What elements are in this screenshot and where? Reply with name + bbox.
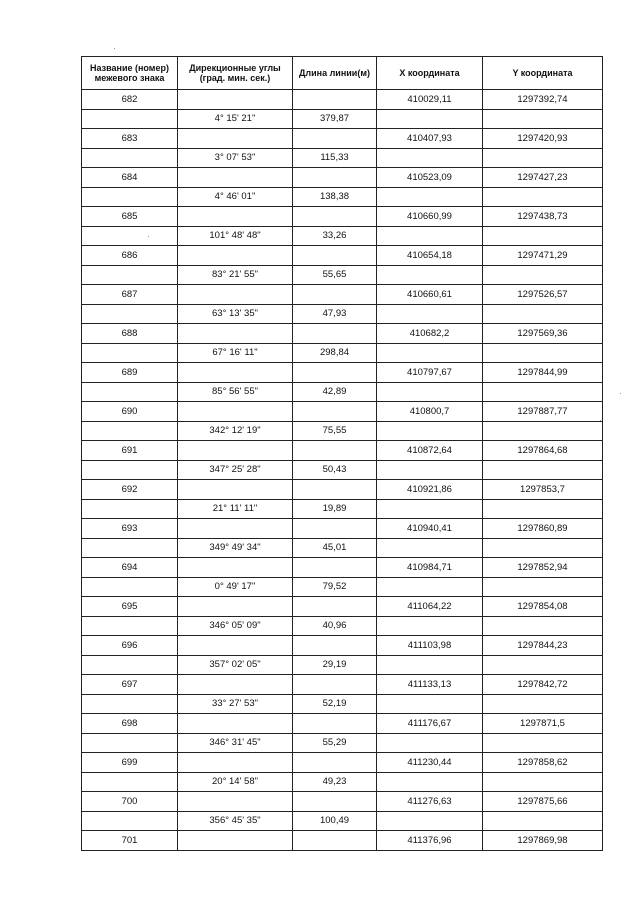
cell-x-coordinate: 410797,67	[377, 363, 483, 383]
table-header-row	[82, 57, 603, 90]
cell-x-coordinate	[377, 226, 483, 246]
scan-speck	[114, 48, 115, 49]
cell-direction-angle	[178, 519, 293, 539]
cell-mark-name	[82, 733, 178, 753]
cell-x-coordinate	[377, 733, 483, 753]
table-row	[82, 226, 603, 246]
cell-direction-angle: 63° 13' 35"	[178, 304, 293, 324]
cell-line-length	[293, 129, 377, 149]
cell-x-coordinate	[377, 460, 483, 480]
cell-direction-angle	[178, 246, 293, 266]
cell-y-coordinate: 1297526,57	[483, 285, 603, 305]
table-row	[82, 733, 603, 753]
cell-mark-name: 683	[82, 129, 178, 149]
cell-x-coordinate	[377, 772, 483, 792]
cell-line-length: 298,84	[293, 343, 377, 363]
cell-mark-name	[82, 304, 178, 324]
cell-mark-name	[82, 577, 178, 597]
cell-line-length: 55,29	[293, 733, 377, 753]
cell-line-length	[293, 831, 377, 851]
header-direction-angle: Дирекционные углы (град. мин. сек.)	[178, 57, 293, 90]
cell-y-coordinate: 1297852,94	[483, 558, 603, 578]
cell-x-coordinate: 411376,96	[377, 831, 483, 851]
cell-line-length	[293, 675, 377, 695]
cell-x-coordinate: 410029,11	[377, 90, 483, 110]
table-row	[82, 421, 603, 441]
cell-line-length	[293, 636, 377, 656]
cell-direction-angle	[178, 831, 293, 851]
cell-x-coordinate	[377, 343, 483, 363]
cell-mark-name: 690	[82, 402, 178, 422]
header-x-coordinate: X координата	[377, 57, 483, 90]
table-row	[82, 207, 603, 227]
cell-y-coordinate: 1297887,77	[483, 402, 603, 422]
cell-mark-name	[82, 148, 178, 168]
table-row	[82, 675, 603, 695]
cell-direction-angle	[178, 597, 293, 617]
table-row	[82, 577, 603, 597]
cell-direction-angle	[178, 558, 293, 578]
table-row	[82, 480, 603, 500]
cell-mark-name	[82, 421, 178, 441]
cell-x-coordinate	[377, 811, 483, 831]
cell-mark-name: 692	[82, 480, 178, 500]
cell-x-coordinate: 411103,98	[377, 636, 483, 656]
table-row	[82, 831, 603, 851]
cell-y-coordinate: 1297858,62	[483, 753, 603, 773]
table-row	[82, 246, 603, 266]
cell-x-coordinate: 411176,67	[377, 714, 483, 734]
cell-y-coordinate: 1297844,23	[483, 636, 603, 656]
cell-x-coordinate	[377, 148, 483, 168]
scan-speck	[620, 393, 621, 394]
table-row	[82, 519, 603, 539]
cell-direction-angle	[178, 285, 293, 305]
cell-mark-name: 699	[82, 753, 178, 773]
cell-line-length	[293, 792, 377, 812]
cell-line-length: 50,43	[293, 460, 377, 480]
cell-mark-name	[82, 265, 178, 285]
cell-y-coordinate	[483, 577, 603, 597]
cell-mark-name	[82, 772, 178, 792]
cell-mark-name: 700	[82, 792, 178, 812]
cell-y-coordinate	[483, 421, 603, 441]
table-row	[82, 772, 603, 792]
cell-line-length: 29,19	[293, 655, 377, 675]
table-row	[82, 109, 603, 129]
cell-direction-angle	[178, 714, 293, 734]
cell-y-coordinate	[483, 733, 603, 753]
cell-mark-name	[82, 694, 178, 714]
cell-line-length	[293, 324, 377, 344]
cell-x-coordinate	[377, 187, 483, 207]
cell-mark-name: 695	[82, 597, 178, 617]
cell-y-coordinate: 1297844,99	[483, 363, 603, 383]
cell-y-coordinate	[483, 265, 603, 285]
cell-mark-name	[82, 538, 178, 558]
cell-line-length: 138,38	[293, 187, 377, 207]
cell-y-coordinate: 1297392,74	[483, 90, 603, 110]
cell-line-length	[293, 441, 377, 461]
table-row	[82, 597, 603, 617]
table-row	[82, 499, 603, 519]
cell-y-coordinate	[483, 109, 603, 129]
table-row	[82, 792, 603, 812]
boundary-marks-table	[81, 56, 603, 851]
table-row	[82, 558, 603, 578]
cell-mark-name: 693	[82, 519, 178, 539]
cell-y-coordinate	[483, 772, 603, 792]
cell-line-length: 100,49	[293, 811, 377, 831]
cell-x-coordinate: 410984,71	[377, 558, 483, 578]
cell-x-coordinate: 410940,41	[377, 519, 483, 539]
header-mark-name: Название (номер) межевого знака	[82, 57, 178, 90]
cell-mark-name: 688	[82, 324, 178, 344]
cell-direction-angle	[178, 90, 293, 110]
cell-y-coordinate: 1297871,5	[483, 714, 603, 734]
cell-x-coordinate: 410682,2	[377, 324, 483, 344]
table-row	[82, 441, 603, 461]
cell-direction-angle	[178, 324, 293, 344]
cell-line-length	[293, 90, 377, 110]
cell-direction-angle	[178, 129, 293, 149]
cell-mark-name	[82, 343, 178, 363]
cell-mark-name	[82, 811, 178, 831]
cell-line-length: 47,93	[293, 304, 377, 324]
table-row	[82, 148, 603, 168]
cell-line-length: 45,01	[293, 538, 377, 558]
cell-direction-angle	[178, 675, 293, 695]
cell-x-coordinate	[377, 694, 483, 714]
table-row	[82, 343, 603, 363]
table-row	[82, 714, 603, 734]
cell-line-length: 75,55	[293, 421, 377, 441]
header-line-length: Длина линии(м)	[293, 57, 377, 90]
cell-line-length	[293, 363, 377, 383]
cell-direction-angle	[178, 480, 293, 500]
cell-direction-angle	[178, 207, 293, 227]
cell-mark-name	[82, 382, 178, 402]
cell-direction-angle	[178, 441, 293, 461]
cell-direction-angle: 347° 25' 28"	[178, 460, 293, 480]
cell-x-coordinate	[377, 304, 483, 324]
cell-mark-name	[82, 226, 178, 246]
cell-y-coordinate	[483, 655, 603, 675]
cell-direction-angle: 3° 07' 53"	[178, 148, 293, 168]
cell-y-coordinate	[483, 460, 603, 480]
cell-x-coordinate	[377, 499, 483, 519]
cell-direction-angle: 342° 12' 19"	[178, 421, 293, 441]
cell-direction-angle	[178, 168, 293, 188]
cell-line-length	[293, 285, 377, 305]
cell-x-coordinate	[377, 265, 483, 285]
cell-mark-name	[82, 460, 178, 480]
table-row	[82, 168, 603, 188]
cell-x-coordinate: 410660,61	[377, 285, 483, 305]
cell-mark-name: 701	[82, 831, 178, 851]
cell-mark-name	[82, 109, 178, 129]
cell-line-length	[293, 480, 377, 500]
cell-line-length: 52,19	[293, 694, 377, 714]
cell-mark-name: 689	[82, 363, 178, 383]
table-row	[82, 753, 603, 773]
table-row	[82, 655, 603, 675]
table-row	[82, 616, 603, 636]
cell-x-coordinate	[377, 538, 483, 558]
cell-direction-angle: 356° 45' 35"	[178, 811, 293, 831]
cell-direction-angle	[178, 636, 293, 656]
cell-y-coordinate: 1297842,72	[483, 675, 603, 695]
cell-x-coordinate: 410872,64	[377, 441, 483, 461]
cell-line-length: 40,96	[293, 616, 377, 636]
cell-direction-angle: 67° 16' 11"	[178, 343, 293, 363]
cell-direction-angle: 4° 15' 21"	[178, 109, 293, 129]
cell-y-coordinate	[483, 694, 603, 714]
cell-line-length	[293, 519, 377, 539]
cell-direction-angle: 33° 27' 53"	[178, 694, 293, 714]
cell-direction-angle: 349° 49' 34"	[178, 538, 293, 558]
cell-line-length: 79,52	[293, 577, 377, 597]
table-row	[82, 636, 603, 656]
cell-line-length: 49,23	[293, 772, 377, 792]
cell-y-coordinate: 1297438,73	[483, 207, 603, 227]
cell-line-length	[293, 714, 377, 734]
cell-y-coordinate: 1297569,36	[483, 324, 603, 344]
cell-mark-name	[82, 655, 178, 675]
cell-line-length: 19,89	[293, 499, 377, 519]
cell-direction-angle: 0° 49' 17"	[178, 577, 293, 597]
table-row	[82, 129, 603, 149]
cell-x-coordinate	[377, 109, 483, 129]
cell-x-coordinate	[377, 577, 483, 597]
cell-direction-angle: 101° 48' 48"	[178, 226, 293, 246]
cell-y-coordinate: 1297471,29	[483, 246, 603, 266]
cell-line-length	[293, 402, 377, 422]
cell-mark-name: 685	[82, 207, 178, 227]
cell-direction-angle	[178, 402, 293, 422]
table-row	[82, 285, 603, 305]
cell-line-length: 42,89	[293, 382, 377, 402]
cell-x-coordinate: 411133,13	[377, 675, 483, 695]
cell-mark-name: 691	[82, 441, 178, 461]
table-row	[82, 90, 603, 110]
cell-y-coordinate	[483, 226, 603, 246]
cell-y-coordinate	[483, 343, 603, 363]
cell-x-coordinate	[377, 655, 483, 675]
cell-mark-name: 682	[82, 90, 178, 110]
cell-mark-name: 698	[82, 714, 178, 734]
cell-y-coordinate	[483, 499, 603, 519]
cell-y-coordinate: 1297853,7	[483, 480, 603, 500]
cell-x-coordinate: 410800,7	[377, 402, 483, 422]
cell-y-coordinate	[483, 304, 603, 324]
cell-y-coordinate: 1297420,93	[483, 129, 603, 149]
cell-mark-name	[82, 499, 178, 519]
cell-mark-name: 696	[82, 636, 178, 656]
table-row	[82, 187, 603, 207]
cell-x-coordinate: 410921,86	[377, 480, 483, 500]
cell-line-length: 379,87	[293, 109, 377, 129]
cell-line-length	[293, 168, 377, 188]
cell-line-length: 33,26	[293, 226, 377, 246]
cell-mark-name: 694	[82, 558, 178, 578]
cell-x-coordinate: 411064,22	[377, 597, 483, 617]
table-row	[82, 460, 603, 480]
cell-y-coordinate	[483, 811, 603, 831]
cell-direction-angle: 21° 11' 11"	[178, 499, 293, 519]
cell-line-length	[293, 597, 377, 617]
cell-mark-name: 687	[82, 285, 178, 305]
cell-direction-angle: 83° 21' 55"	[178, 265, 293, 285]
cell-x-coordinate: 410660,99	[377, 207, 483, 227]
cell-line-length	[293, 207, 377, 227]
cell-y-coordinate: 1297854,08	[483, 597, 603, 617]
table-row	[82, 382, 603, 402]
table-row	[82, 402, 603, 422]
cell-line-length: 55,65	[293, 265, 377, 285]
cell-y-coordinate	[483, 187, 603, 207]
cell-mark-name: 686	[82, 246, 178, 266]
table-row	[82, 324, 603, 344]
cell-x-coordinate: 410654,18	[377, 246, 483, 266]
cell-direction-angle: 357° 02' 05"	[178, 655, 293, 675]
cell-direction-angle: 4° 46' 01"	[178, 187, 293, 207]
table-row	[82, 363, 603, 383]
cell-x-coordinate	[377, 616, 483, 636]
cell-direction-angle	[178, 792, 293, 812]
header-y-coordinate: Y координата	[483, 57, 603, 90]
table-row	[82, 694, 603, 714]
cell-direction-angle	[178, 753, 293, 773]
cell-direction-angle	[178, 363, 293, 383]
cell-x-coordinate: 411230,44	[377, 753, 483, 773]
cell-direction-angle: 20° 14' 58"	[178, 772, 293, 792]
cell-y-coordinate	[483, 382, 603, 402]
cell-y-coordinate	[483, 616, 603, 636]
cell-y-coordinate: 1297427,23	[483, 168, 603, 188]
cell-mark-name: 684	[82, 168, 178, 188]
cell-direction-angle: 346° 31' 45"	[178, 733, 293, 753]
table-row	[82, 538, 603, 558]
cell-x-coordinate: 410407,93	[377, 129, 483, 149]
cell-direction-angle: 346° 05' 09"	[178, 616, 293, 636]
cell-y-coordinate: 1297875,66	[483, 792, 603, 812]
cell-y-coordinate	[483, 148, 603, 168]
cell-y-coordinate: 1297864,68	[483, 441, 603, 461]
cell-line-length	[293, 753, 377, 773]
cell-line-length: 115,33	[293, 148, 377, 168]
cell-y-coordinate	[483, 538, 603, 558]
cell-line-length	[293, 246, 377, 266]
cell-mark-name	[82, 187, 178, 207]
cell-x-coordinate: 411276,63	[377, 792, 483, 812]
cell-x-coordinate	[377, 382, 483, 402]
cell-direction-angle: 85° 56' 55"	[178, 382, 293, 402]
table-row	[82, 265, 603, 285]
cell-mark-name: 697	[82, 675, 178, 695]
cell-x-coordinate	[377, 421, 483, 441]
cell-y-coordinate: 1297869,98	[483, 831, 603, 851]
cell-x-coordinate: 410523,09	[377, 168, 483, 188]
cell-y-coordinate: 1297860,89	[483, 519, 603, 539]
cell-mark-name	[82, 616, 178, 636]
table-row	[82, 304, 603, 324]
table-row	[82, 811, 603, 831]
cell-line-length	[293, 558, 377, 578]
